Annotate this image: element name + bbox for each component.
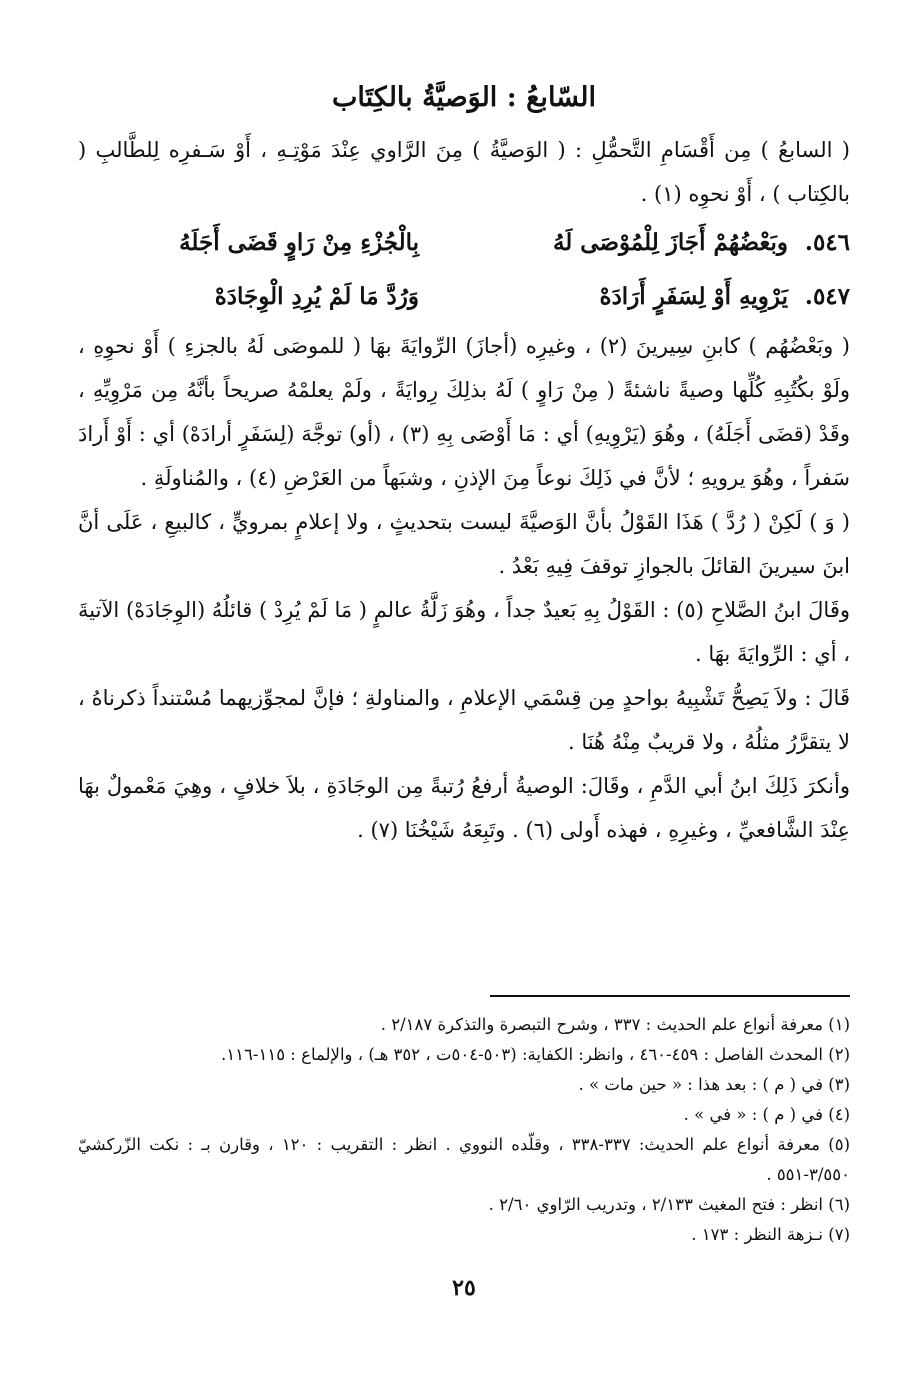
footnotes bbox=[78, 1010, 850, 1250]
intro-paragraph bbox=[78, 128, 850, 216]
footnote-2: (٢) المحدث الفاصل : ٤٥٩-٤٦٠ ، وانظر: الكفاية: (٥٠٣-٥٠٤ت ، ٣٥٢ هـ) ، والإلماع : ١١٥-١١٦. bbox=[221, 1045, 850, 1064]
commentary-paragraph-2: ( وَ ) لَكِنْ ( رُدَّ ) هَذَا القَوْلُ بأنَّ الوَصيَّةَ ليست بتحديثٍ ، ولا إعلامٍ بمرويٍّ ، كالبيعِ ، عَلَى أنَّ ابنَ سيرينَ القائلَ بالجوازِ توقفَ فِيهِ بَعْدُ . bbox=[78, 510, 850, 578]
commentary-paragraph-1: ( وبَعْضُهُم ) كابنِ سِيرينَ (٢) ، وغيرِه (أجازَ) الرِّوايَةَ بهَا ( للموصَى لَهُ بالجزءِ ) أَوْ نحوِهِ ، ولَوْ بكُتُبِهِ كُلِّها وصيةً ناشئةً ( مِنْ رَاوٍ ) لَهُ بذلِكَ رِوايَةً ، ولَمْ يعلمْهُ صريحاً بأنَّهُ مِن مَرْوِيِّهِ ، وقَدْ (قضَى أَجَلَهُ) ، وهُوَ (يَرْوِيهِ) أي : مَا أَوْصَى بِهِ (٣) ، (أو) توجَّهَ (لِسَفَرٍ أرادَهْ) أي : أَوْ أَرادَ سَفراً ، وهُوَ يرويهِ ؛ لأنَّ في ذَلِكَ نوعاً مِنَ الإذنِ ، وشبَهاً من العَرْضِ (٤) ، والمُناولَةِ . bbox=[78, 334, 850, 490]
footnote-7: (٧) نـزهة النظر : ١٧٣ . bbox=[691, 1225, 850, 1244]
commentary-paragraph-5: وأنكرَ ذَلِكَ ابنُ أبي الدَّمِ ، وقَالَ: الوصيةُ أرفعُ رُتبةً مِن الوجَادَةِ ، بلاَ خلافٍ ، وهِيَ مَعْمولٌ بهَا عِنْدَ الشَّافعيِّ ، وغيرِهِ ، فهذه أَولى (٦) . وتَبِعَهُ شَيْخُنَا (٧) . bbox=[78, 774, 850, 842]
footnote-divider bbox=[490, 995, 850, 997]
footnote-5: (٥) معرفة أنواع علم الحديث: ٣٣٧-٣٣٨ ، وقلّده النووي . انظر : التقريب : ١٢٠ ، وقارن بـ : نكت الزّركشيّ ٣/٥٥٠-٥٥١ . bbox=[78, 1135, 850, 1184]
footnote-4: (٤) في ( م ) : « في » . bbox=[683, 1105, 850, 1124]
verse-number: ٥٤٦. bbox=[804, 229, 850, 256]
commentary-paragraph-3: وقَالَ ابنُ الصَّلاحِ (٥) : القَوْلُ بِهِ بَعيدٌ جداً ، وهُوَ زَلَّةُ عالمٍ ( مَا لَمْ يُرِدْ ) قائلُهُ (الوِجَادَهْ) الآتيةَ ، أي : الرِّوايَةَ بهَا . bbox=[78, 598, 850, 666]
verse-first-hemistich: وبَعْضُهُمْ أَجَازَ لِلْمُوْصَى لَهُ bbox=[552, 229, 788, 256]
verse-second-hemistich: بِالْجُزْءِ مِنْ رَاوٍ قَضَى أَجَلَهُ bbox=[179, 229, 419, 256]
intro-line-2: لِلطَّالبِ ( بالكِتاب ) ، أَوْ نحوِه (١) . bbox=[78, 138, 850, 206]
intro-line-1: ( السابعُ ) مِن أَقْسَامِ التَّحمُّلِ : ( الوَصيَّةُ ) مِنَ الرَّاوي عِنْدَ مَوْتِـهِ ، أَوْ سَـفرِه bbox=[168, 138, 850, 162]
commentary-paragraph-4: قَالَ : ولاَ يَصِحُّ تَشْبِيهُ بواحدٍ مِن قِسْمَي الإعلامِ ، والمناولةِ ؛ فإنَّ لمجوِّزيهما مُسْتنداً ذكرناهُ ، لا يتقرَّرُ مثلُهُ ، ولا قريبٌ مِنْهُ هُنَا . bbox=[78, 686, 850, 754]
verse-number: ٥٤٧. bbox=[804, 283, 850, 310]
page-number: ٢٥ bbox=[452, 1275, 476, 1301]
verse-second-hemistich: وَرُدَّ مَا لَمْ يُرِدِ الْوِجَادَهْ bbox=[214, 283, 419, 310]
section-heading: السّابعُ : الوَصيَّةُ بالكِتَاب bbox=[332, 82, 596, 113]
book-page bbox=[78, 70, 850, 1310]
footnote-6: (٦) انظر : فتح المغيث ٢/١٣٣ ، وتدريب الرّاوي ٢/٦٠ . bbox=[488, 1195, 850, 1214]
footnote-1: (١) معرفة أنواع علم الحديث : ٣٣٧ ، وشرح التبصرة والتذكرة ٢/١٨٧ . bbox=[380, 1015, 850, 1034]
verse-first-hemistich: يَرْوِيهِ أَوْ لِسَفَرٍ أَرَادَهْ bbox=[599, 283, 788, 310]
footnote-3: (٣) في ( م ) : بعد هذا : « حين مات » . bbox=[578, 1075, 850, 1094]
verse-547 bbox=[78, 270, 850, 324]
verse-546 bbox=[78, 216, 850, 270]
